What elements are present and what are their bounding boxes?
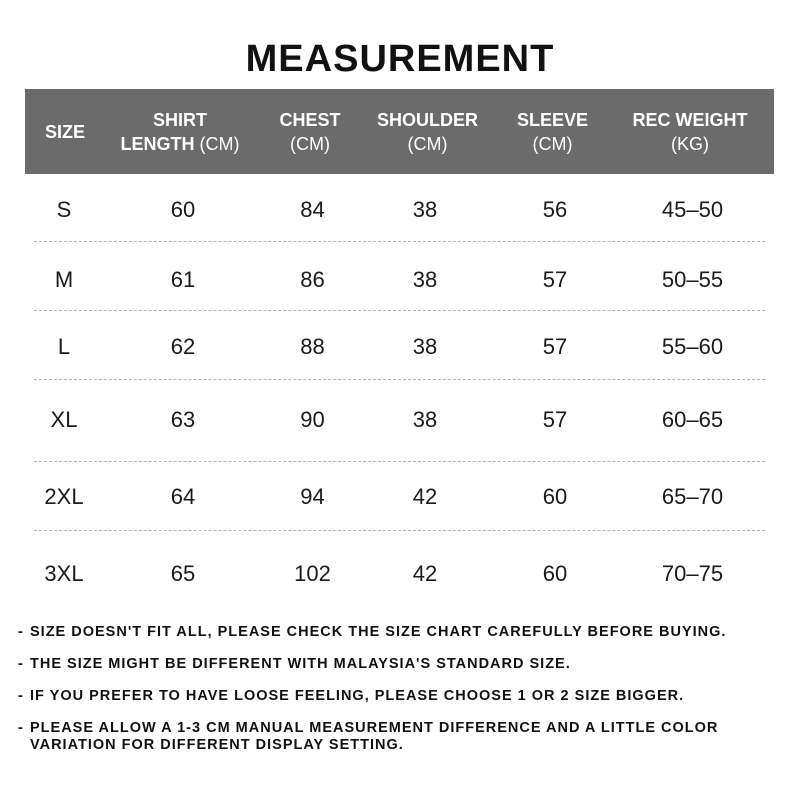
note-item [18,656,788,673]
cell-chest: 88 [300,334,325,359]
cell-rec-weight: 50–55 [661,267,724,292]
cell-shoulder: 42 [412,484,438,509]
row-divider [34,310,765,311]
note-bullet: - [18,624,24,640]
note-bullet: - [18,720,24,736]
note-text: PLEASE ALLOW A 1-3 CM MANUAL MEASUREMENT DIFFERENCE AND A LITTLE COLOR VARIATION FOR DIFFERENT DISPLAY SETTING. [30,720,719,753]
cell-rec-weight: 60–65 [661,407,724,432]
note-text: IF YOU PREFER TO HAVE LOOSE FEELING, PLEASE CHOOSE 1 OR 2 SIZE BIGGER. [30,688,685,704]
cell-shirt-length: 63 [170,407,196,432]
cell-shirt-length: 60 [170,197,196,222]
cell-rec-weight: 65–70 [661,484,724,509]
table-row [0,400,800,440]
header-shirt-length-unit: (CM) [194,133,240,154]
cell-shoulder: 38 [412,267,438,292]
cell-shoulder: 38 [412,334,438,359]
note-text: THE SIZE MIGHT BE DIFFERENT WITH MALAYSIA'S STANDARD SIZE. [30,656,571,672]
cell-rec-weight: 45–50 [661,197,724,222]
cell-chest: 94 [300,484,325,509]
header-chest-label: CHEST [279,109,341,130]
header-rec-weight-unit: (KG) [671,133,709,154]
cell-shirt-length: 61 [170,267,196,292]
cell-sleeve: 57 [542,407,568,432]
cell-shirt-length: 62 [170,334,196,359]
cell-sleeve: 60 [542,484,568,509]
header-chest-unit: (CM) [290,133,330,154]
header-sleeve [500,89,605,174]
header-shoulder-unit: (CM) [407,133,448,154]
row-divider [34,530,765,531]
note-bullet: - [18,656,24,672]
notes-list [18,624,788,769]
page-title: MEASUREMENT [245,38,555,80]
cell-rec-weight: 70–75 [661,561,724,586]
header-shirt-length-top: SHIRT [153,109,207,130]
cell-size: 3XL [44,561,84,586]
header-chest [250,89,370,174]
cell-chest: 84 [300,197,325,222]
cell-size: S [56,197,72,222]
cell-shirt-length: 65 [170,561,196,586]
cell-shoulder: 42 [412,561,438,586]
note-item [18,688,788,705]
cell-sleeve: 57 [542,334,568,359]
cell-chest: 102 [294,561,331,586]
header-sleeve-label: SLEEVE [516,109,589,130]
table-row [0,260,800,300]
cell-sleeve: 56 [542,197,568,222]
cell-size: XL [50,407,78,432]
header-shoulder [365,89,490,174]
cell-sleeve: 60 [542,561,568,586]
header-size [25,89,105,174]
header-rec-weight-label: REC WEIGHT [632,109,748,130]
note-bullet: - [18,688,24,704]
row-divider [34,241,765,242]
table-row [0,327,800,367]
header-shirt-length-bold: LENGTH [120,133,195,154]
cell-chest: 86 [300,267,325,292]
table-row [0,190,800,230]
cell-shirt-length: 64 [170,484,196,509]
header-shirt-length [105,89,255,174]
cell-chest: 90 [300,407,325,432]
row-divider [34,461,765,462]
cell-size: 2XL [44,484,84,509]
cell-rec-weight: 55–60 [661,334,724,359]
note-item [18,624,788,641]
header-shoulder-label: SHOULDER [376,109,478,130]
cell-size: M [54,267,74,292]
header-rec-weight [615,89,765,174]
note-text: SIZE DOESN'T FIT ALL, PLEASE CHECK THE SIZE CHART CAREFULLY BEFORE BUYING. [30,624,727,640]
cell-shoulder: 38 [412,197,438,222]
table-row [0,477,800,517]
row-divider [34,379,765,380]
table-header [25,89,774,174]
header-sleeve-unit: (CM) [532,133,573,154]
table-row [0,554,800,594]
cell-size: L [57,334,71,359]
note-item [18,720,788,754]
header-size-label: SIZE [44,121,85,142]
cell-shoulder: 38 [412,407,438,432]
cell-sleeve: 57 [542,267,568,292]
